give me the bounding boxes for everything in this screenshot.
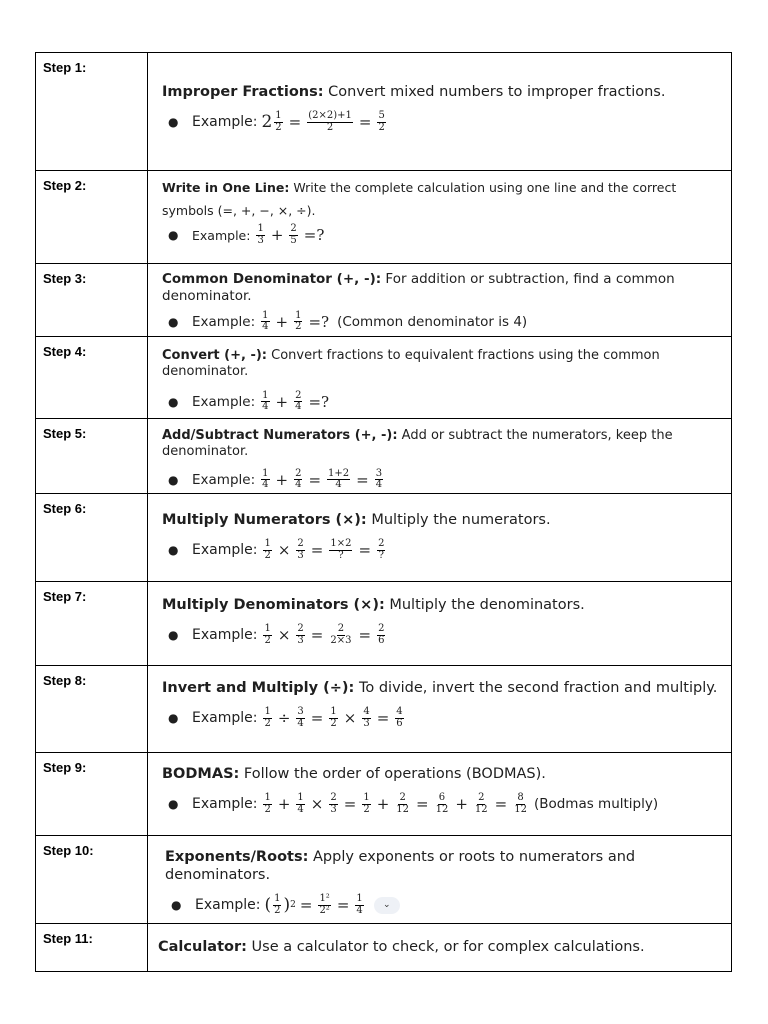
example-line [162, 707, 725, 729]
step-label: Step 3: [36, 264, 148, 337]
step-label: Step 7: [36, 582, 148, 666]
example-line [162, 469, 725, 491]
step-row [36, 419, 732, 494]
example-line [162, 894, 725, 916]
step-title-bold: Multiply Denominators (×): [162, 597, 385, 613]
step-title-bold: Invert and Multiply (÷): [162, 680, 355, 696]
step-content [148, 264, 732, 337]
step-content [148, 666, 732, 753]
math-expression: $\frac{1}{4}$ + $\frac{1}{2}$ =? [262, 309, 330, 333]
step-row [36, 264, 732, 337]
step-row [36, 753, 732, 836]
step-content [148, 836, 732, 924]
step-title-text: Apply exponents or roots to numerators and denominators. [165, 849, 636, 884]
example-label: Example: [192, 542, 258, 559]
step-title [162, 271, 725, 305]
bullet-icon: ● [171, 898, 182, 913]
step-content [148, 419, 732, 494]
bullet-icon: ● [168, 394, 179, 409]
step-label: Step 9: [36, 753, 148, 836]
step-title [162, 177, 725, 222]
math-expression: $\frac{1}{4}$ + $\frac{2}{4}$ =? [262, 389, 330, 412]
step-label: Step 6: [36, 494, 148, 582]
bullet-icon: ● [168, 314, 179, 329]
example-line [162, 793, 725, 815]
step-row [36, 836, 732, 924]
step-label: Step 4: [36, 337, 148, 419]
bullet-icon: ● [168, 472, 179, 487]
step-content [148, 171, 732, 264]
example-label: Example: [192, 796, 258, 813]
step-title-bold: Exponents/Roots: [165, 849, 309, 865]
step-content [148, 337, 732, 419]
step-title-bold: Write in One Line: [162, 180, 290, 195]
fraction: $\frac{(2\times 2)+1}{2}$ [308, 110, 352, 133]
step-label: Step 10: [36, 836, 148, 924]
step-title-text: Convert mixed numbers to improper fractions. [323, 84, 666, 100]
step-row [36, 582, 732, 666]
step-title-text: For addition or subtraction, find a common denominator. [162, 271, 675, 304]
example-note: (Common denominator is 4) [337, 313, 528, 330]
step-title-text: Multiply the numerators. [366, 512, 551, 528]
step-label: Step 8: [36, 666, 148, 753]
example-label: Example: [192, 227, 251, 243]
step-title [162, 848, 725, 884]
step-title [162, 596, 725, 614]
step-title [162, 765, 725, 783]
step-label: Step 1: [36, 53, 148, 171]
step-title-text: Convert fractions to equivalent fractions using the common denominator. [162, 348, 660, 380]
fraction: $\frac{5}{2}$ [378, 110, 385, 133]
step-row [36, 924, 732, 972]
bullet-icon: ● [168, 797, 179, 812]
example-label: Example: [195, 897, 261, 914]
step-label: Step 11: [36, 924, 148, 972]
step-title [158, 938, 725, 956]
math-expression: ( $\frac{1}{2}$ ) 2 = $\frac{\text{1²}}{\text{2²}}$ = $\frac{1}{4}$ [264, 893, 363, 916]
step-title-bold: Common Denominator (+, -): [162, 271, 382, 287]
step-content [148, 924, 732, 972]
step-row [36, 666, 732, 753]
step-content [148, 494, 732, 582]
step-row [36, 494, 732, 582]
math-expression: 2 $\frac{1}{2}$ = $\frac{(2\times 2)+1}{2}$ = $\frac{5}{2}$ [261, 110, 385, 133]
bullet-icon: ● [168, 711, 179, 726]
bullet-icon: ● [168, 543, 179, 558]
example-label: Example: [192, 393, 256, 410]
step-title-text: Multiply the denominators. [384, 597, 585, 613]
chevron-down-icon[interactable]: ⌄ [374, 897, 400, 914]
step-title [162, 428, 725, 461]
step-row [36, 53, 732, 171]
example-line [162, 391, 725, 413]
math-expression: $\frac{1}{2}$ × $\frac{2}{3}$ = $\frac{1\times 2}{?}$ = $\frac{2}{?}$ [264, 538, 385, 561]
step-title-text: Follow the order of operations (BODMAS). [239, 766, 546, 782]
example-note: (Bodmas multiply) [533, 796, 659, 813]
example-label: Example: [192, 471, 256, 488]
step-title-bold: Multiply Numerators (×): [162, 512, 367, 528]
whole-number: 2 [261, 112, 273, 133]
step-title-bold: Convert (+, -): [162, 348, 268, 363]
math-expression: $\frac{1}{4}$ + $\frac{2}{4}$ = $\frac{1+2}{4}$ = $\frac{3}{4}$ [262, 467, 383, 490]
bullet-icon: ● [168, 228, 179, 242]
steps-table [35, 52, 732, 972]
step-title-bold: BODMAS: [162, 766, 240, 782]
example-line [162, 111, 725, 133]
step-title-text: To divide, invert the second fraction and multiply. [354, 680, 718, 696]
step-title-text: Use a calculator to check, or for complex calculations. [246, 939, 645, 955]
step-title [162, 679, 725, 697]
step-content [148, 53, 732, 171]
step-row [36, 171, 732, 264]
bullet-icon: ● [168, 628, 179, 643]
step-row [36, 337, 732, 419]
example-line [162, 624, 725, 646]
example-label: Example: [192, 114, 258, 131]
step-title-bold: Add/Subtract Numerators (+, -): [162, 428, 398, 443]
example-label: Example: [192, 627, 258, 644]
step-title-text: Add or subtract the numerators, keep the denominator. [162, 428, 673, 460]
example-label: Example: [192, 710, 258, 727]
bullet-icon: ● [168, 115, 179, 130]
example-label: Example: [192, 313, 256, 330]
example-line [162, 224, 725, 246]
step-label: Step 5: [36, 419, 148, 494]
step-title-bold: Calculator: [158, 939, 247, 955]
step-title-bold: Improper Fractions: [162, 84, 324, 100]
example-line [162, 311, 725, 333]
step-title [162, 511, 725, 529]
math-expression: $\frac{1}{2}$ ÷ $\frac{3}{4}$ = $\frac{1}{2}$ × $\frac{4}{3}$ = $\frac{4}{6}$ [264, 706, 403, 729]
step-content [148, 582, 732, 666]
fraction: $\frac{1}{2}$ [275, 110, 282, 133]
step-title [162, 83, 725, 101]
math-expression: $\frac{1}{2}$ + $\frac{1}{4}$ × $\frac{2}{3}$ = $\frac{1}{2}$ + $\frac{2}{12}$ = $\frac{6}{12}$ + $\frac{2}{12}$ = $\frac{8}{12}$ [264, 792, 527, 815]
math-expression: $\frac{1}{2}$ × $\frac{2}{3}$ = $\frac{2}{2\times 3}$ = $\frac{2}{6}$ [264, 623, 385, 646]
example-line [162, 539, 725, 561]
math-expression: $\frac{1}{3}$ + $\frac{2}{5}$ =? [257, 223, 325, 246]
step-title-text: Write the complete calculation using one line and the correct symbols (=, +, −, ×, ÷). [162, 180, 677, 218]
step-content [148, 753, 732, 836]
step-label: Step 2: [36, 171, 148, 264]
step-title [162, 348, 725, 381]
